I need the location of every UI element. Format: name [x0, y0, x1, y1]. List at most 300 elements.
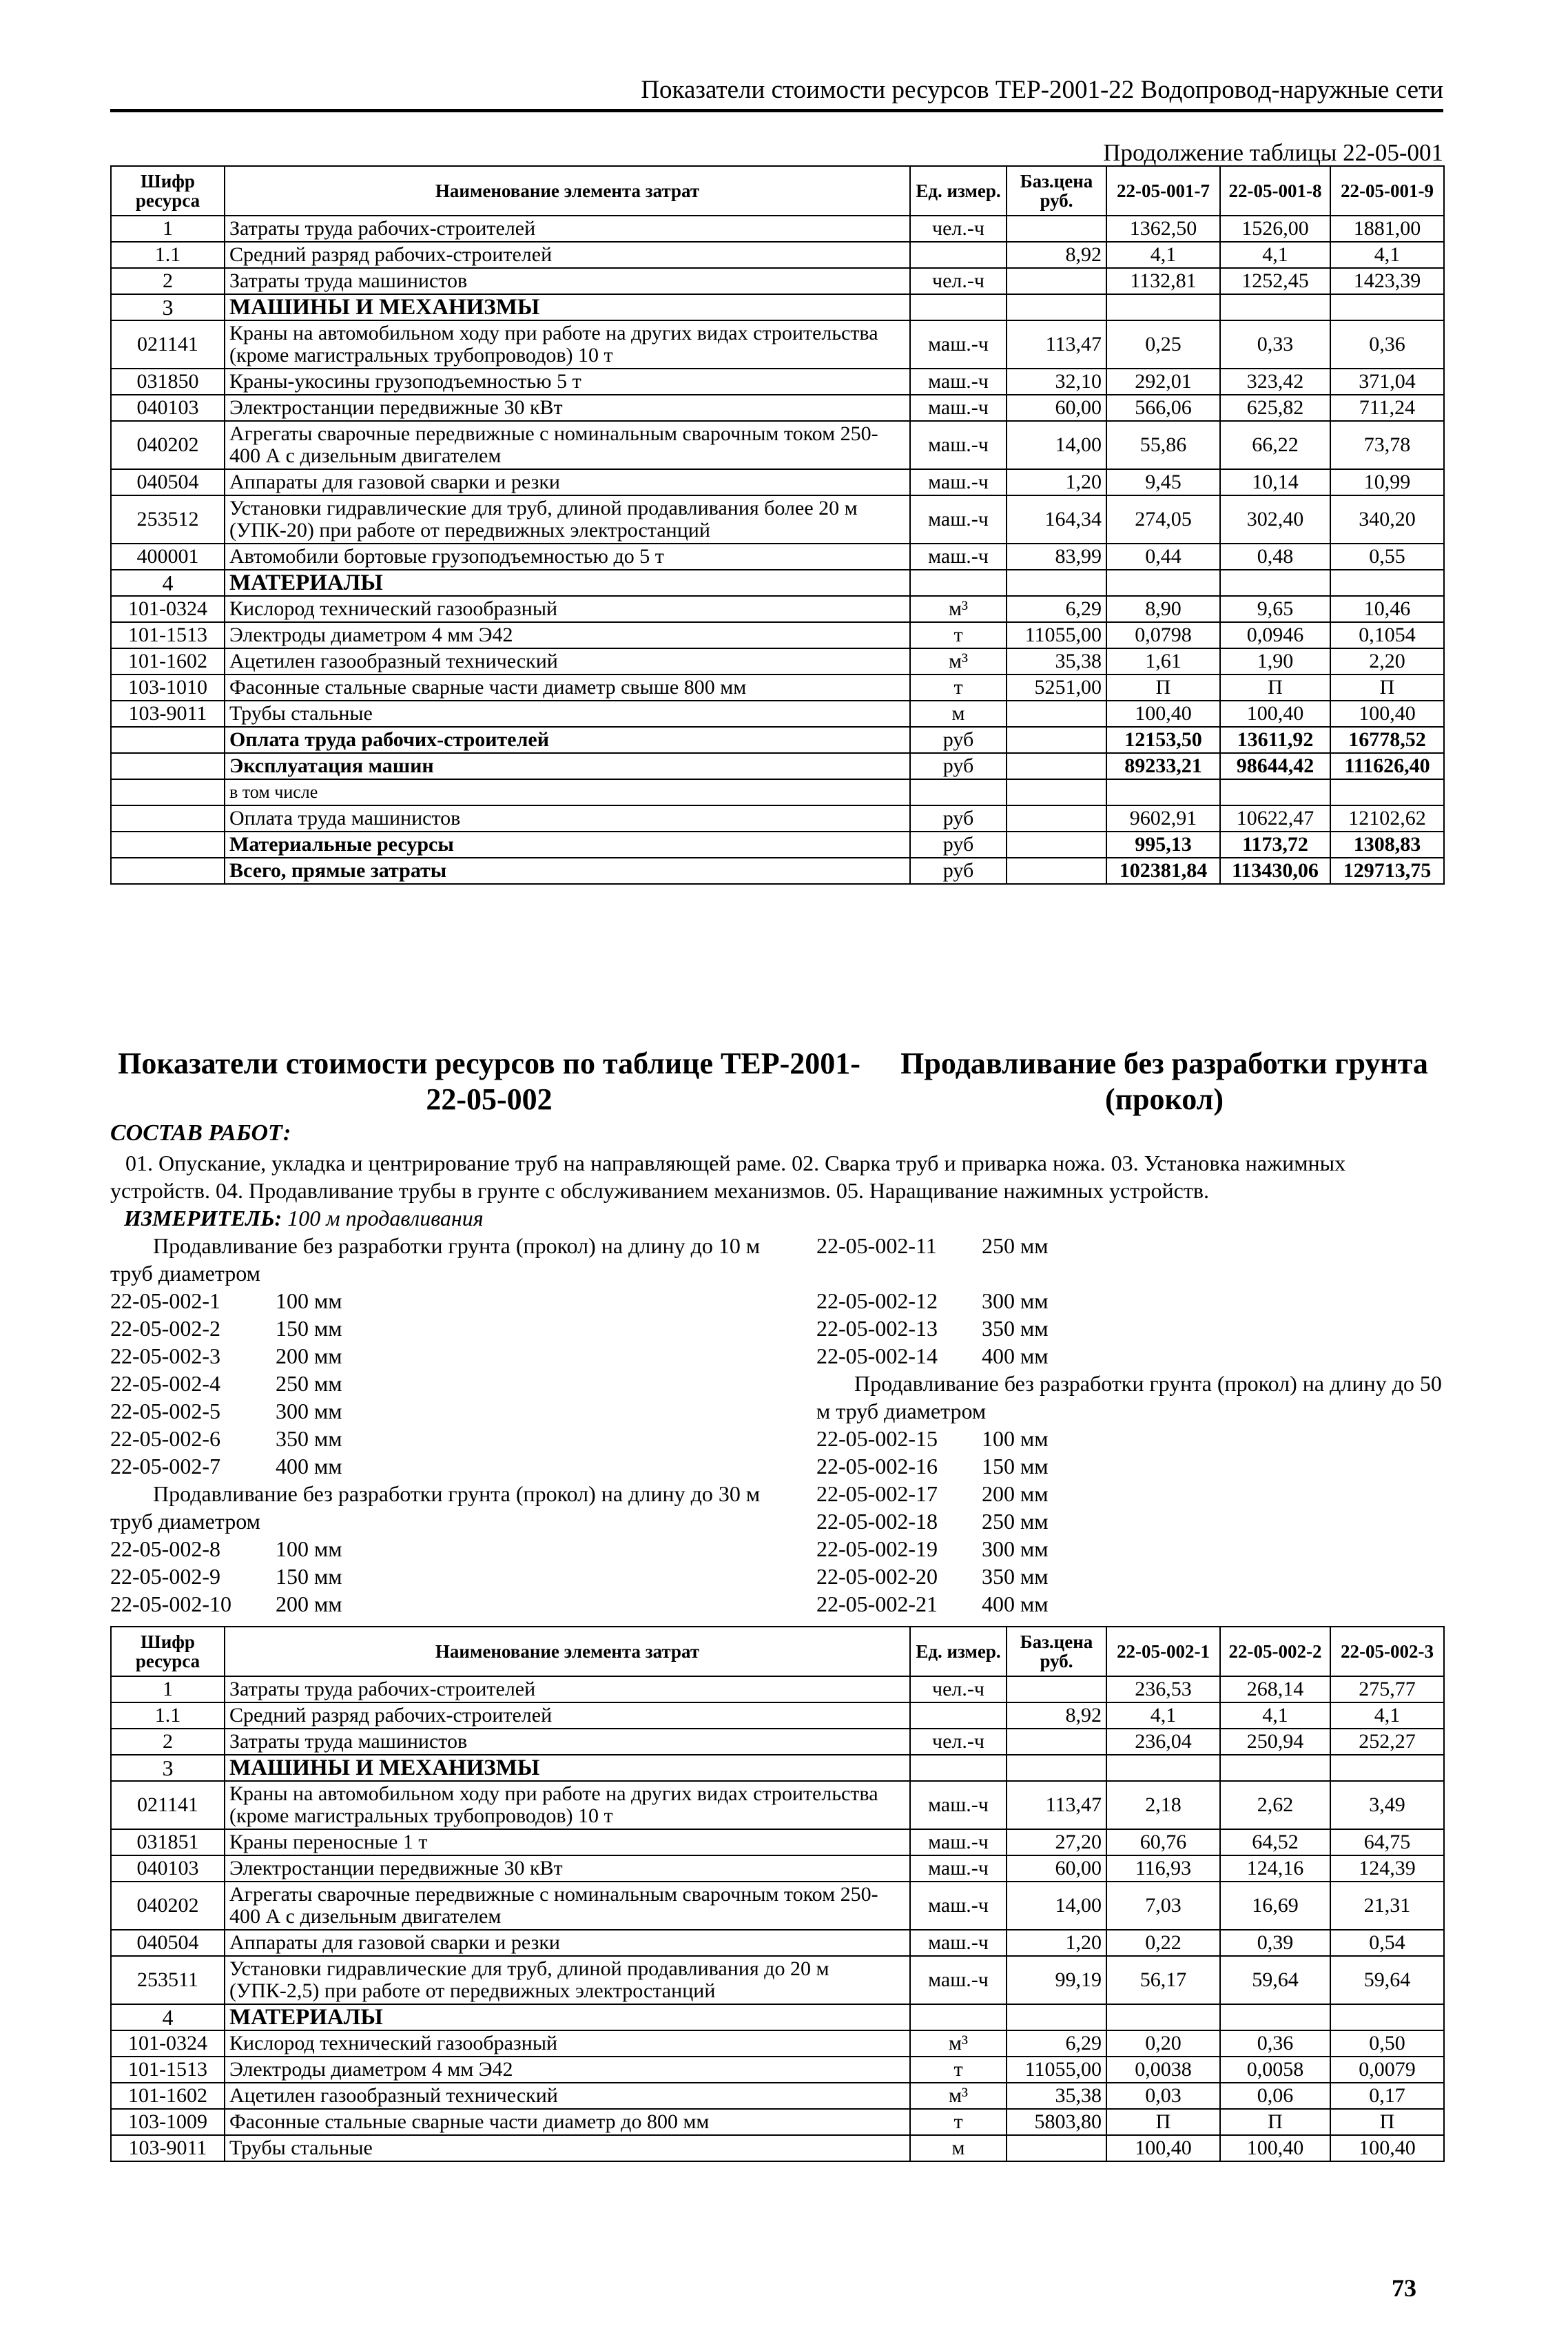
resource-name: МАТЕРИАЛЫ — [225, 2004, 910, 2030]
resource-code: 040202 — [111, 1882, 225, 1930]
norm-value: 10,46 — [1330, 596, 1444, 622]
norm-code: 22-05-002-1 — [110, 1288, 220, 1313]
resource-base-price: 27,20 — [1007, 1829, 1106, 1855]
norm-value: 0,50 — [1330, 2030, 1444, 2057]
norm-value: 1,61 — [1106, 648, 1220, 674]
table-row — [111, 469, 1444, 495]
resource-name: Краны переносные 1 т — [225, 1829, 910, 1855]
norm-value: 10622,47 — [1220, 805, 1330, 832]
resource-unit: руб — [910, 858, 1007, 884]
resource-name: Трубы стальные — [225, 2135, 910, 2161]
resource-name: Затраты труда машинистов — [225, 268, 910, 294]
pipe-diameter: 100 мм — [276, 1536, 342, 1561]
resource-unit: руб — [910, 832, 1007, 858]
resource-unit: руб — [910, 753, 1007, 779]
resource-name: МАШИНЫ И МЕХАНИЗМЫ — [225, 294, 910, 320]
resource-code: 1.1 — [111, 242, 225, 268]
table-row — [111, 544, 1444, 570]
norm-value: 0,36 — [1330, 320, 1444, 369]
resource-name: Установки гидравлические для труб, длиной продавливания более 20 м (УПК-20) при работе от передвижных электростанций — [225, 495, 910, 544]
table-row — [111, 2083, 1444, 2109]
resource-code: 1 — [111, 216, 225, 242]
norm-code: 22-05-002-4 — [110, 1371, 220, 1396]
norm-value: 12153,50 — [1106, 727, 1220, 753]
resource-base-price: 35,38 — [1007, 2083, 1106, 2109]
list-item — [110, 1535, 342, 1563]
list-item — [816, 1507, 1049, 1535]
resource-name: Электроды диаметром 4 мм Э42 — [225, 622, 910, 648]
resource-unit — [910, 294, 1007, 320]
resource-unit — [910, 1702, 1007, 1729]
resource-code: 1 — [111, 1676, 225, 1702]
resource-base-price — [1007, 858, 1106, 884]
norm-value: 9,65 — [1220, 596, 1330, 622]
resource-code — [111, 753, 225, 779]
norm-value: 0,17 — [1330, 2083, 1444, 2109]
resource-name: Затраты труда рабочих-строителей — [225, 1676, 910, 1702]
group-title: Продавливание без разработки грунта (прокол) на длину до 30 м труб диаметром — [110, 1481, 761, 1534]
list-item — [110, 1590, 342, 1618]
resource-base-price — [1007, 727, 1106, 753]
norm-code: 22-05-002-14 — [816, 1343, 938, 1368]
resource-base-price — [1007, 268, 1106, 294]
norm-code: 22-05-002-11 — [816, 1233, 937, 1258]
group-title: Продавливание без разработки грунта (прокол) на длину до 50 м труб диаметром — [816, 1371, 1442, 1423]
norm-value — [1220, 2004, 1330, 2030]
resource-name: Оплата труда рабочих-строителей — [225, 727, 910, 753]
resource-table-22-05-002 — [110, 1626, 1445, 2162]
resource-code: 2 — [111, 1729, 225, 1755]
norm-value: 995,13 — [1106, 832, 1220, 858]
resource-base-price: 35,38 — [1007, 648, 1106, 674]
resource-unit: чел.-ч — [910, 216, 1007, 242]
norm-value: 0,03 — [1106, 2083, 1220, 2109]
col-header: Наименование элемента затрат — [225, 1627, 910, 1676]
norm-value: П — [1220, 674, 1330, 701]
norm-code: 22-05-002-10 — [110, 1592, 231, 1616]
norm-value: 0,06 — [1220, 2083, 1330, 2109]
resource-code: 253511 — [111, 1956, 225, 2004]
table-row — [111, 294, 1444, 320]
norm-value: 2,62 — [1220, 1781, 1330, 1829]
norm-value: 2,18 — [1106, 1781, 1220, 1829]
table-row — [111, 805, 1444, 832]
page-number: 73 — [1392, 2274, 1416, 2302]
resource-table-22-05-001 — [110, 165, 1445, 885]
resource-name: Установки гидравлические для труб, длиной продавливания до 20 м (УПК-2,5) при работе от передвижных электростанций — [225, 1956, 910, 2004]
norm-value: 4,1 — [1220, 1702, 1330, 1729]
resource-code — [111, 832, 225, 858]
col-header: Шифр ресурса — [111, 1627, 225, 1676]
norm-value — [1330, 1755, 1444, 1781]
norm-value — [1220, 570, 1330, 596]
norm-value — [1106, 294, 1220, 320]
norm-value: 250,94 — [1220, 1729, 1330, 1755]
norm-value: 8,90 — [1106, 596, 1220, 622]
norm-value — [1220, 1755, 1330, 1781]
col-header: Шифр ресурса — [111, 166, 225, 216]
norm-value: 73,78 — [1330, 421, 1444, 469]
norm-value: 1252,45 — [1220, 268, 1330, 294]
pipe-diameter: 100 мм — [982, 1426, 1049, 1451]
col-header: Баз.цена руб. — [1007, 1627, 1106, 1676]
norm-value: 13611,92 — [1220, 727, 1330, 753]
resource-name: Электроды диаметром 4 мм Э42 — [225, 2057, 910, 2083]
norm-value: 0,54 — [1330, 1930, 1444, 1956]
resource-base-price — [1007, 1676, 1106, 1702]
resource-base-price: 60,00 — [1007, 1855, 1106, 1882]
norm-value: 113430,06 — [1220, 858, 1330, 884]
resource-unit — [910, 2004, 1007, 2030]
norm-value: 0,55 — [1330, 544, 1444, 570]
norm-value: 236,04 — [1106, 1729, 1220, 1755]
norm-code: 22-05-002-12 — [816, 1288, 938, 1313]
resource-base-price: 6,29 — [1007, 596, 1106, 622]
list-item — [110, 1452, 342, 1480]
resource-base-price: 113,47 — [1007, 1781, 1106, 1829]
resource-code: 103-1010 — [111, 674, 225, 701]
resource-base-price: 11055,00 — [1007, 2057, 1106, 2083]
table-row — [111, 421, 1444, 469]
resource-base-price: 14,00 — [1007, 1882, 1106, 1930]
norm-value: 0,0058 — [1220, 2057, 1330, 2083]
table-row — [111, 2109, 1444, 2135]
resource-base-price — [1007, 805, 1106, 832]
norm-value: 292,01 — [1106, 369, 1220, 395]
resource-base-price — [1007, 570, 1106, 596]
table-row — [111, 2004, 1444, 2030]
norm-value: П — [1330, 2109, 1444, 2135]
norm-value: 21,31 — [1330, 1882, 1444, 1930]
norm-value: 100,40 — [1220, 2135, 1330, 2161]
table-row — [111, 1781, 1444, 1829]
resource-base-price — [1007, 779, 1106, 805]
norm-value: 116,93 — [1106, 1855, 1220, 1882]
measure-label: ИЗМЕРИТЕЛЬ: — [124, 1206, 282, 1230]
resource-unit: м³ — [910, 596, 1007, 622]
resource-base-price — [1007, 216, 1106, 242]
resource-base-price — [1007, 1729, 1106, 1755]
table-row — [111, 1930, 1444, 1956]
col-header: Наименование элемента затрат — [225, 166, 910, 216]
table-row — [111, 727, 1444, 753]
table-row — [111, 320, 1444, 369]
table-row — [111, 395, 1444, 421]
resource-base-price: 32,10 — [1007, 369, 1106, 395]
resource-base-price — [1007, 701, 1106, 727]
resource-unit: маш.-ч — [910, 1930, 1007, 1956]
table-row — [111, 495, 1444, 544]
norm-value: 275,77 — [1330, 1676, 1444, 1702]
pipe-diameter: 200 мм — [276, 1592, 342, 1616]
resource-unit: чел.-ч — [910, 1729, 1007, 1755]
resource-unit: м³ — [910, 2030, 1007, 2057]
norm-value: 64,75 — [1330, 1829, 1444, 1855]
resource-code: 101-0324 — [111, 596, 225, 622]
norm-value: 2,20 — [1330, 648, 1444, 674]
norm-code: 22-05-002-17 — [816, 1481, 938, 1506]
section-title-left: Показатели стоимости ресурсов по таблице ТЕР-2001-22-05-002 — [118, 1047, 860, 1116]
resource-unit: т — [910, 622, 1007, 648]
norm-value: 0,22 — [1106, 1930, 1220, 1956]
norm-code: 22-05-002-15 — [816, 1426, 938, 1451]
resource-code: 021141 — [111, 1781, 225, 1829]
norm-value — [1106, 570, 1220, 596]
norm-value — [1330, 570, 1444, 596]
table-row — [111, 832, 1444, 858]
norm-value: 16,69 — [1220, 1882, 1330, 1930]
col-header: 22-05-001-9 — [1330, 166, 1444, 216]
table-row — [111, 216, 1444, 242]
resource-name: Фасонные стальные сварные части диаметр до 800 мм — [225, 2109, 910, 2135]
norm-value: 9602,91 — [1106, 805, 1220, 832]
resource-code: 101-1513 — [111, 2057, 225, 2083]
norm-value: 566,06 — [1106, 395, 1220, 421]
norm-code: 22-05-002-16 — [816, 1454, 938, 1479]
resource-base-price — [1007, 294, 1106, 320]
table-row — [111, 596, 1444, 622]
resource-code: 3 — [111, 1755, 225, 1781]
resource-code: 040103 — [111, 1855, 225, 1882]
list-item — [816, 1232, 1049, 1259]
resource-base-price: 113,47 — [1007, 320, 1106, 369]
norm-value: 12102,62 — [1330, 805, 1444, 832]
resource-code: 040504 — [111, 1930, 225, 1956]
norm-value: 1362,50 — [1106, 216, 1220, 242]
norm-value: 129713,75 — [1330, 858, 1444, 884]
resource-code: 1.1 — [111, 1702, 225, 1729]
norm-code: 22-05-002-6 — [110, 1426, 220, 1451]
resource-unit: маш.-ч — [910, 469, 1007, 495]
norm-value: 7,03 — [1106, 1882, 1220, 1930]
resource-unit: маш.-ч — [910, 1956, 1007, 2004]
table-row — [111, 1729, 1444, 1755]
resource-name: Средний разряд рабочих-строителей — [225, 242, 910, 268]
list-item — [110, 1425, 342, 1452]
resource-name: Кислород технический газообразный — [225, 596, 910, 622]
measure-value: 100 м продавливания — [287, 1206, 484, 1230]
norm-value: 1308,83 — [1330, 832, 1444, 858]
resource-code — [111, 858, 225, 884]
norm-code: 22-05-002-2 — [110, 1316, 220, 1341]
list-item — [816, 1535, 1049, 1563]
norm-value: 274,05 — [1106, 495, 1220, 544]
norm-value: 4,1 — [1330, 242, 1444, 268]
table-header-row — [111, 1627, 1444, 1676]
resource-name: Электростанции передвижные 30 кВт — [225, 395, 910, 421]
norm-value: 100,40 — [1330, 701, 1444, 727]
resource-code: 040103 — [111, 395, 225, 421]
resource-base-price: 1,20 — [1007, 1930, 1106, 1956]
norm-value: 60,76 — [1106, 1829, 1220, 1855]
pipe-diameter: 250 мм — [276, 1371, 342, 1396]
norm-value: 4,1 — [1220, 242, 1330, 268]
norm-value — [1220, 294, 1330, 320]
norm-value — [1330, 294, 1444, 320]
pipe-diameter: 150 мм — [276, 1316, 342, 1341]
list-item — [816, 1452, 1049, 1480]
resource-unit: м³ — [910, 648, 1007, 674]
pipe-diameter: 200 мм — [276, 1343, 342, 1368]
list-item — [110, 1397, 342, 1425]
resource-code: 031850 — [111, 369, 225, 395]
resource-unit — [910, 1755, 1007, 1781]
resource-base-price: 14,00 — [1007, 421, 1106, 469]
norm-value: 1132,81 — [1106, 268, 1220, 294]
resource-base-price: 6,29 — [1007, 2030, 1106, 2057]
resource-code: 021141 — [111, 320, 225, 369]
pipe-diameter: 100 мм — [276, 1288, 342, 1313]
resource-name: Краны на автомобильном ходу при работе на других видах строительства (кроме магистральных трубопроводов) 10 т — [225, 320, 910, 369]
pipe-diameter: 350 мм — [276, 1426, 342, 1451]
resource-name: Материальные ресурсы — [225, 832, 910, 858]
pipe-diameter: 400 мм — [276, 1454, 342, 1479]
resource-name: Всего, прямые затраты — [225, 858, 910, 884]
resource-unit: маш.-ч — [910, 495, 1007, 544]
table-row — [111, 858, 1444, 884]
resource-name: МАШИНЫ И МЕХАНИЗМЫ — [225, 1755, 910, 1781]
table-row — [111, 242, 1444, 268]
norm-value: 9,45 — [1106, 469, 1220, 495]
norm-value: 0,0946 — [1220, 622, 1330, 648]
pipe-diameter: 250 мм — [982, 1233, 1049, 1258]
group-title: Продавливание без разработки грунта (прокол) на длину до 10 м труб диаметром — [110, 1233, 761, 1286]
resource-base-price: 8,92 — [1007, 1702, 1106, 1729]
norm-value: 711,24 — [1330, 395, 1444, 421]
norm-value — [1106, 1755, 1220, 1781]
col-header: Баз.цена руб. — [1007, 166, 1106, 216]
resource-name: Трубы стальные — [225, 701, 910, 727]
norm-value: 10,14 — [1220, 469, 1330, 495]
resource-unit: чел.-ч — [910, 268, 1007, 294]
norm-value: 102381,84 — [1106, 858, 1220, 884]
norm-code: 22-05-002-19 — [816, 1536, 938, 1561]
pipe-diameter: 400 мм — [982, 1343, 1049, 1368]
table-header-row — [111, 166, 1444, 216]
resource-name: МАТЕРИАЛЫ — [225, 570, 910, 596]
norm-value: 59,64 — [1220, 1956, 1330, 2004]
col-header: 22-05-001-7 — [1106, 166, 1220, 216]
resource-unit: маш.-ч — [910, 395, 1007, 421]
resource-code: 4 — [111, 2004, 225, 2030]
col-header: 22-05-002-3 — [1330, 1627, 1444, 1676]
list-item — [816, 1315, 1049, 1342]
norm-value: 89233,21 — [1106, 753, 1220, 779]
resource-base-price: 83,99 — [1007, 544, 1106, 570]
norm-value: 0,25 — [1106, 320, 1220, 369]
resource-base-price — [1007, 832, 1106, 858]
norm-code: 22-05-002-20 — [816, 1564, 938, 1589]
table-row — [111, 701, 1444, 727]
norm-value: П — [1330, 674, 1444, 701]
pipe-diameter: 350 мм — [982, 1564, 1049, 1589]
table-row — [111, 1855, 1444, 1882]
norm-value: 252,27 — [1330, 1729, 1444, 1755]
resource-code: 101-1513 — [111, 622, 225, 648]
pipe-diameter: 200 мм — [982, 1481, 1049, 1506]
pipe-diameter: 300 мм — [276, 1399, 342, 1423]
table-row — [111, 779, 1444, 805]
norm-value: 56,17 — [1106, 1956, 1220, 2004]
resource-name: Эксплуатация машин — [225, 753, 910, 779]
work-composition-text: 01. Опускание, укладка и центрирование труб на направляющей раме. 02. Сварка труб и приварка ножа. 03. Установка нажимных устройств. 04. Продавливание трубы в грунте с обслуживанием механизмов. 05. Наращивание нажимных устройств. — [110, 1151, 1346, 1203]
resource-unit: т — [910, 674, 1007, 701]
list-item — [816, 1342, 1049, 1370]
resource-name: Оплата труда машинистов — [225, 805, 910, 832]
norm-value: 98644,42 — [1220, 753, 1330, 779]
table-row — [111, 1829, 1444, 1855]
table-row — [111, 1676, 1444, 1702]
norm-value: 16778,52 — [1330, 727, 1444, 753]
norm-code: 22-05-002-18 — [816, 1509, 938, 1534]
resource-code: 101-1602 — [111, 648, 225, 674]
table-continuation-label: Продолжение таблицы 22-05-001 — [1103, 139, 1443, 166]
norm-value: 66,22 — [1220, 421, 1330, 469]
norm-code: 22-05-002-13 — [816, 1316, 938, 1341]
norm-value: 111626,40 — [1330, 753, 1444, 779]
resource-code: 4 — [111, 570, 225, 596]
norm-value: 55,86 — [1106, 421, 1220, 469]
table-row — [111, 2030, 1444, 2057]
resource-code: 3 — [111, 294, 225, 320]
resource-base-price — [1007, 2004, 1106, 2030]
resource-unit — [910, 570, 1007, 596]
header-rule — [110, 109, 1443, 112]
pipe-diameter: 300 мм — [982, 1288, 1049, 1313]
norm-value — [1220, 779, 1330, 805]
col-header: 22-05-002-2 — [1220, 1627, 1330, 1676]
norm-value: 1173,72 — [1220, 832, 1330, 858]
col-header: 22-05-002-1 — [1106, 1627, 1220, 1676]
table-row — [111, 753, 1444, 779]
norm-value: 3,49 — [1330, 1781, 1444, 1829]
resource-base-price — [1007, 753, 1106, 779]
list-item — [110, 1342, 342, 1370]
table-row — [111, 1956, 1444, 2004]
norm-value — [1330, 2004, 1444, 2030]
list-item — [110, 1287, 342, 1315]
list-item — [816, 1425, 1049, 1452]
resource-base-price: 8,92 — [1007, 242, 1106, 268]
table-row — [111, 674, 1444, 701]
norm-value: П — [1220, 2109, 1330, 2135]
norm-value: 100,40 — [1220, 701, 1330, 727]
pipe-diameter: 150 мм — [982, 1454, 1049, 1479]
resource-unit — [910, 779, 1007, 805]
resource-code — [111, 727, 225, 753]
resource-unit — [910, 242, 1007, 268]
list-item — [816, 1590, 1049, 1618]
norm-code: 22-05-002-21 — [816, 1592, 938, 1616]
resource-code: 400001 — [111, 544, 225, 570]
norm-value — [1330, 779, 1444, 805]
resource-base-price: 5251,00 — [1007, 674, 1106, 701]
norm-value: 0,0798 — [1106, 622, 1220, 648]
table-row — [111, 369, 1444, 395]
resource-code: 103-9011 — [111, 701, 225, 727]
norm-value: 323,42 — [1220, 369, 1330, 395]
list-item — [110, 1563, 342, 1590]
resource-name: Краны-укосины грузоподъемностью 5 т — [225, 369, 910, 395]
norm-value: 0,44 — [1106, 544, 1220, 570]
table-row — [111, 268, 1444, 294]
norm-value: П — [1106, 674, 1220, 701]
resource-unit: маш.-ч — [910, 1855, 1007, 1882]
resource-code: 2 — [111, 268, 225, 294]
norm-value: 1423,39 — [1330, 268, 1444, 294]
resource-name: Средний разряд рабочих-строителей — [225, 1702, 910, 1729]
norm-value: 1526,00 — [1220, 216, 1330, 242]
